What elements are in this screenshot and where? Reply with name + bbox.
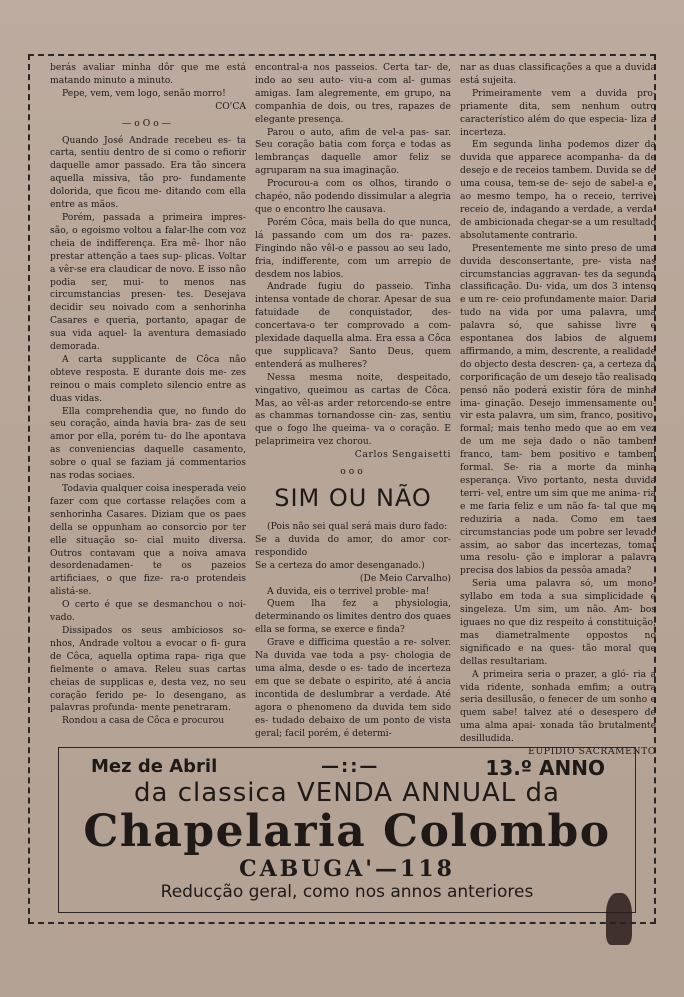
col2-paragraph: Parou o auto, afim de vel-a pas- sar. Seu coração batia com força e todas as lembranças daquelle amor feliz se agruparam na sua imaginação. [255,126,451,177]
ad-dash: —::— [321,756,380,777]
col3-paragraph: EUPIDIO SACRAMENTO [528,746,656,758]
col1-paragraph: —oOo— [122,117,174,129]
col2-paragraph: Procurou-a com os olhos, tirando o chapéo, não podendo dissimular a alegria que o encontro lhe causava. [255,178,451,215]
col1-paragraph: Dissipados os seus ambiciosos so- nhos, Andrade voltou a evocar o fi- gura de Côca, aquella optima rapa- riga que fielmente o amava. Releu suas cartas cheias de supplicas e, desta vez, no seu coração ferido pe- lo desengano, as palavras profunda- mente penetraram. [50,624,246,714]
col2-paragraph: (Pois não sei qual será mais duro fado: [267,521,448,532]
col1-paragraph: Porém, passada a primeira impres- são, o egoismo voltou a falar-lhe com voz cheia de indifferença. Era mê- lhor não prestar attenção a taes sup- plicas. Voltar a vêr-se era claudicar de novo. E isso não podia ser, mui- to menos nas circumstancias presen- tes. Desejava decidir seu noivado com a senhorinha Casares e queria, portanto, apagar de sua vida aquel- la aventura demasiado demorada. [50,211,246,353]
col3-paragraph: Primeiramente vem a duvida pro- priamente dita, sem nenhum outro característico além do que especia- liza a incerteza. [460,87,656,138]
column-3 [460,62,656,759]
col2-paragraph: Andrade fugiu do passeio. Tinha intensa vontade de chorar. Apesar de sua fatuidade de conquistador, des- concertava-o ter comprovado a com- plexidade daquella alma. Era essa a Côca que supplicava? Santo Deus, quem entenderá as mulheres? [255,281,451,370]
ad-year: 13.º ANNO [485,756,605,780]
col2-paragraph: Se a certeza do amor desenganado.) [255,559,425,571]
col3-paragraph: Presentemente me sinto preso de uma duvida desconsertante, pre- vista nas circumstancias aggravan- tes da segunda classificação. Du- vida, um dos 3 intenso e um re- ceio profundamente maior. Daria tudo na vida por uma palavra, uma palavra só, que sahisse livre e espontanea dos labios de alguem, affirmando, a mim, descrente, a realidade do objecto desta descren- ça, a certeza da corporificação de um desejo tão realisado pensó não poderá existir fóra de minha ima- ginação. Desejo immensamente ou- vir esta palavra, um sim, franco, positivo, formal; mais tenho medo que ao em vez de um me seja dado o não tambem franco, tam- bem positivo e tambem formal. Se- ria a morte da minha esperança. Vivo portanto, nesta duvida terri- vel, entre um sim que me anima- ria e me faria feliz e um não fa- tal que me reduziria a nada. Como em taes circumstancias pode um pobre ser levado assim, ao sabor das incertezas, tomar uma resolu- ção e implorar a palavra precisa dos labios da pessôa amada? [460,242,656,577]
col1-paragraph: O certo é que se desmanchou o noi- vado. [50,599,246,624]
ink-smudge [606,893,632,945]
col1-paragraph: Todavia qualquer coisa inesperada veio fazer com que cortasse relações com a senhorinha Casares. Diziam que os paes della se oppunham ao consorcio por ter elle situação so- cial muito diversa. Outros contavam que a noiva amava desordenadamen- te os pazeios artificiaes, o que fize- ra-o protendeis alistá-se. [50,483,246,598]
col1-paragraph: CO'CA [215,100,246,112]
col2-paragraph: Quem lha fez a physiologia, determinando os limites dentro dos quaes ella se forma, se exerce e finda? [255,598,451,636]
col1-paragraph: berás avaliar minha dôr que me está matando minuto a minuto. [50,62,246,86]
column-1 [50,62,246,728]
ad-header-row [59,754,635,780]
col3-paragraph: Seria uma palavra só, um mono- syllabo em toda a sua simplicidade e singeleza. Um sim, um não. Am- bos iguaes no que diz respeito á constituição, mas diametralmente oppostos no significado e na ques- tão moral que dellas resultariam. [460,578,656,667]
ad-store-name: Chapelaria Colombo [83,806,611,857]
col1-paragraph: Rondou a casa de Côca e procurou [62,715,225,727]
col2-paragraph: A duvida, eis o terrivel proble- ma! [267,585,430,597]
col2-paragraph: ooo [340,466,366,478]
col2-paragraph: (De Meio Carvalho) [359,572,451,584]
col1-paragraph: Ella comprehendia que, no fundo do seu coração, ainda havia bra- zas de seu amor por ella, porém tu- do lhe apontava as conveniencias daquelle casamento, sobre o qual se faziam já commentarios nas rodas sociaes. [50,405,246,482]
col3-paragraph: A primeira seria o prazer, a gló- ria a vida ridente, sonhada emfim; a outra seria desillusão, o fenecer de um sonho e quem sabe! talvez até o desespero de uma alma apai- xonada tão brutalmente desilludida. [460,668,656,745]
col2-paragraph: Carlos Sengaisetti [354,449,451,461]
col3-paragraph: nar as duas classificações a que a duvida está sujeita. [460,62,656,86]
col1-paragraph: Quando José Andrade recebeu es- ta carta, sentiu dentro de si como o refiorir daquelle amor passado. Era tão sincera aquella missiva, tão pro- fundamente dolorida, que ficou me- ditando com ella entre as mãos. [50,134,246,211]
col1-paragraph: A carta supplicante de Côca não obteve resposta. E durante dois me- zes reinou o mais completo silencio entre as duas vidas. [50,353,246,404]
ad-month: Mez de Abril [91,756,218,777]
col2-paragraph: Porém Côca, mais bella do que nunca, lá passando com um dos ra- pazes. Fingindo não vêl-o e passou ao seu lado, fria, indifferente, com um arrepio de desdem nos labios. [255,216,451,280]
ad-slogan: Reducção geral, como nos annos anteriores [160,882,534,902]
col2-paragraph: Se a duvida do amor, do amor cor- respondido [255,533,451,558]
col2-paragraph: SIM OU NÃO [274,484,432,512]
ad-address: CABUGA'—118 [239,856,455,882]
ad-event-line: da classica VENDA ANNUAL da [134,778,560,808]
column-2 [255,62,451,740]
col1-paragraph: Pepe, vem, vem logo, senão morro! [62,87,226,99]
col2-paragraph: Nessa mesma noite, despeitado, vingativo, queimou as cartas de Côca. Mas, ao vêl-as arder retorcendo-se entre as chammas tornandosse cin- zas, sentiu que o fogo lhe queima- va o coração. E pelaprimeira vez chorou. [255,371,451,448]
col2-paragraph: encontral-a nos passeios. Certa tar- de, indo ao seu auto- viu-a com al- gumas amigas. Iam alegremente, em grupo, na companhia de dois, ou tres, rapazes de elegante presença. [255,62,451,125]
advertisement-box [58,747,636,913]
col2-paragraph: Grave e difficima questão a re- solver. Na duvida vae toda a psy- chologia de uma alma, desde o es- tado de incerteza em que se debate o espirito, até á ancia incontida de deslumbrar a verdade. Até agora o phenomeno da duvida tem sido es- tudado debaixo de um ponto de vista geral; facil porém, é determi- [255,637,451,739]
col3-paragraph: Em segunda linha podemos dizer da duvida que apparece acompanha- da de desejo e de receios tambem. Duvida se de uma cousa, tem-se de- sejo de sabel-a e, ao mesmo tempo, ha o receio, terrivel receio de, indagando a verdade, a verda- de ambicionada chegar-se a um resultado absolutamente contrario. [460,139,656,241]
